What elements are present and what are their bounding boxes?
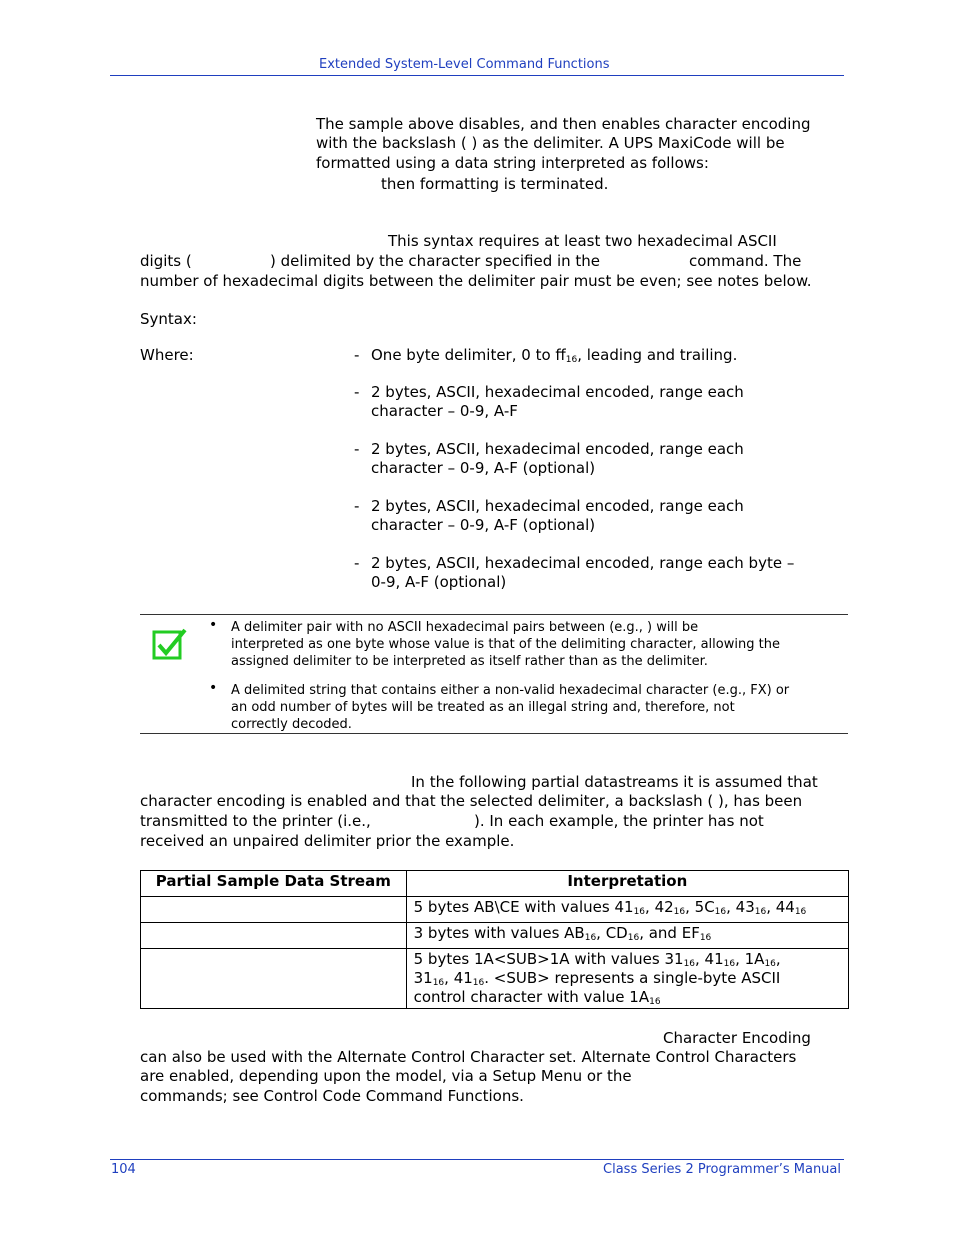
table-cell-stream — [141, 949, 407, 1009]
note-bullet: • — [209, 617, 218, 633]
note-1-line-1: A delimiter pair with no ASCII hexadecimal pairs between (e.g., ) will be — [231, 620, 699, 635]
table-header-stream: Partial Sample Data Stream — [141, 871, 407, 897]
examples-desc-line-2: character encoding is enabled and that the selected delimiter, a backslash ( ), has been — [140, 792, 803, 810]
intro-line-2: with the backslash ( ) as the delimiter. A UPS MaxiCode will be — [316, 134, 785, 152]
running-header: Extended System-Level Command Functions — [319, 57, 610, 72]
table-cell-stream — [141, 897, 407, 923]
alt-line-1: Character Encoding — [663, 1029, 811, 1047]
note-1-line-3: assigned delimiter to be interpreted as itself rather than as the delimiter. — [231, 654, 708, 669]
header-rule — [110, 75, 844, 76]
table-cell-interpretation: 3 bytes with values $AB_{16}$, $CD_{16}$, and $EF_{16}$ — [406, 923, 848, 949]
intro-line-4: then formatting is terminated. — [381, 175, 609, 193]
where-label: Where: — [140, 346, 194, 364]
manual-title: Class Series 2 Programmer’s Manual — [603, 1162, 841, 1177]
syntax-desc-line-2b: ) delimited by the character specified in the — [270, 252, 601, 270]
note-2-line-2: an odd number of bytes will be treated as an illegal string and, therefore, not — [231, 700, 735, 715]
notes-top-rule — [140, 614, 848, 615]
syntax-desc-line-3: number of hexadecimal digits between the delimiter pair must be even; see notes below. — [140, 272, 812, 290]
check-box-icon — [152, 628, 188, 662]
param-2-line-2: character – 0-9, A-F — [371, 402, 518, 420]
param-3-line-2: character – 0-9, A-F (optional) — [371, 459, 596, 477]
examples-table — [140, 870, 849, 1009]
examples-desc-line-3a: transmitted to the printer (i.e., — [140, 812, 371, 830]
syntax-desc-line-2c: command. The — [689, 252, 802, 270]
examples-desc-line-3b: ). In each example, the printer has not — [474, 812, 764, 830]
param-dash: - — [354, 383, 360, 401]
alt-line-2: can also be used with the Alternate Control Character set. Alternate Control Characters — [140, 1048, 797, 1066]
page-number: 104 — [111, 1162, 136, 1177]
note-2-line-1: A delimited string that contains either a non-valid hexadecimal character (e.g., FX) or — [231, 683, 790, 698]
param-4-line-1: 2 bytes, ASCII, hexadecimal encoded, range each — [371, 497, 744, 515]
table-cell-interpretation: 5 bytes AB\CE with values $41_{16}$, $42_{16}$, $5C_{16}$, $43_{16}$, $44_{16}$ — [406, 897, 848, 923]
syntax-label: Syntax: — [140, 310, 197, 328]
examples-desc-line-1: In the following partial datastreams it is assumed that — [411, 773, 818, 791]
table-cell-stream — [141, 923, 407, 949]
intro-line-3: formatted using a data string interpreted as follows: — [316, 154, 709, 172]
note-1-line-2: interpreted as one byte whose value is that of the delimiting character, allowing the — [231, 637, 780, 652]
notes-bottom-rule — [140, 733, 848, 734]
footer-rule — [110, 1159, 844, 1160]
param-dash: - — [354, 440, 360, 458]
alt-line-3: are enabled, depending upon the model, via a Setup Menu or the — [140, 1067, 632, 1085]
param-1-line-1: One byte delimiter, 0 to $ff_{16}$, leading and trailing. — [371, 346, 738, 365]
param-5-line-2: 0-9, A-F (optional) — [371, 573, 507, 591]
examples-desc-line-4: received an unpaired delimiter prior the example. — [140, 832, 515, 850]
param-2-line-1: 2 bytes, ASCII, hexadecimal encoded, range each — [371, 383, 744, 401]
syntax-desc-line-1: This syntax requires at least two hexadecimal ASCII — [388, 232, 777, 250]
table-row — [141, 923, 849, 949]
param-5-line-1: 2 bytes, ASCII, hexadecimal encoded, range each byte – — [371, 554, 795, 572]
param-dash: - — [354, 497, 360, 515]
param-4-line-2: character – 0-9, A-F (optional) — [371, 516, 596, 534]
param-3-line-1: 2 bytes, ASCII, hexadecimal encoded, range each — [371, 440, 744, 458]
syntax-desc-line-2a: digits ( — [140, 252, 192, 270]
table-cell-interpretation: 5 bytes 1A<SUB>1A with values $31_{16}$, $41_{16}$, $1A_{16}$, $31_{16}$, $41_{16}$. <SUB> represents a single-byte ASCII control character with value $1A_{16}$ — [406, 949, 848, 1009]
table-row — [141, 949, 849, 1009]
note-2-line-3: correctly decoded. — [231, 717, 352, 732]
table-row — [141, 897, 849, 923]
note-bullet: • — [209, 680, 218, 696]
intro-line-1: The sample above disables, and then enables character encoding — [316, 115, 811, 133]
param-dash: - — [354, 346, 360, 364]
table-header-row — [141, 871, 849, 897]
alt-line-4: commands; see Control Code Command Functions. — [140, 1087, 524, 1105]
table-header-interpretation: Interpretation — [406, 871, 848, 897]
param-dash: - — [354, 554, 360, 572]
